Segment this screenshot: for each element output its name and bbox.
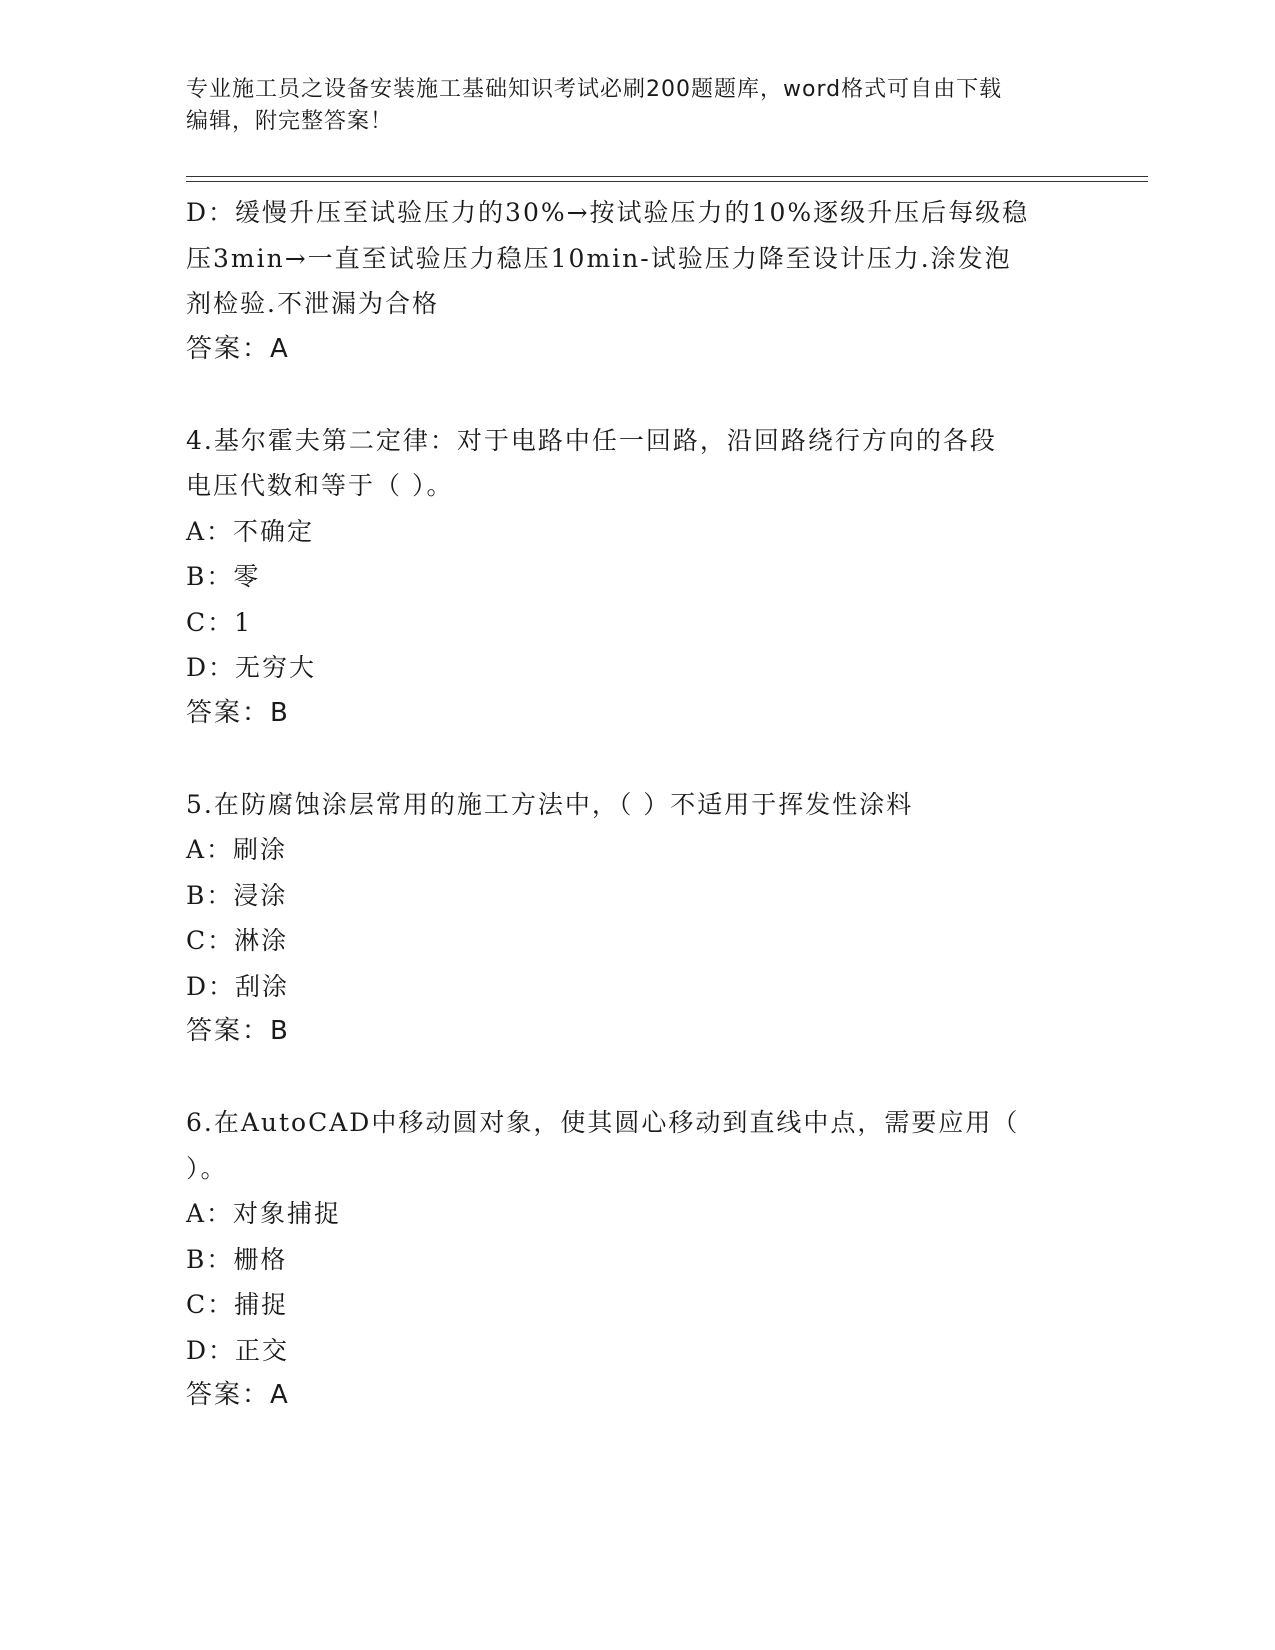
question-list: [186, 190, 1066, 1419]
option-d: D：刮涂: [186, 971, 290, 1001]
option-b: B：浸涂: [186, 880, 288, 910]
document-header: [186, 74, 1066, 138]
spacer: [186, 736, 1066, 782]
option-a: A：对象捕捉: [186, 1199, 342, 1228]
question-4: [186, 418, 1066, 737]
option-c: C：捕捉: [186, 1290, 289, 1319]
question-stem: 电压代数和等于（ ）。: [186, 471, 454, 500]
answer-label: 答案：A: [186, 1380, 290, 1410]
question-stem: 4.基尔霍夫第二定律：对于电路中任一回路，沿回路绕行方向的各段: [186, 425, 997, 455]
option-c: C：1: [186, 607, 253, 637]
answer-label: 答案：B: [186, 697, 290, 728]
question-stem: ）。: [186, 1153, 228, 1183]
header-title-line-1: 专业施工员之设备安装施工基础知识考试必刷200题题库，word格式可自由下载: [186, 77, 1003, 102]
option-b: B：零: [186, 562, 261, 591]
option-b: B：栅格: [186, 1244, 288, 1274]
spacer: [186, 1055, 1066, 1101]
option-d-line: D：缓慢升压至试验压力的30%→按试验压力的10%逐级升压后每级稳: [186, 198, 1030, 227]
option-d: D：无穷大: [186, 653, 317, 682]
answer-label: 答案：B: [186, 1016, 290, 1046]
option-d: D：正交: [186, 1335, 290, 1365]
spacer: [186, 372, 1066, 418]
answer-label: 答案：A: [186, 333, 290, 364]
question-6: [186, 1100, 1066, 1419]
question-5: [186, 782, 1066, 1055]
header-title-line-2: 编辑，附完整答案！: [186, 109, 394, 134]
option-d-line: 剂检验.不泄漏为合格: [186, 289, 439, 318]
option-a: A：刷涂: [186, 835, 288, 864]
header-divider-top: [186, 176, 1148, 177]
option-a: A：不确定: [186, 516, 315, 546]
option-c: C：淋涂: [186, 926, 289, 955]
header-divider-bottom: [186, 181, 1148, 182]
option-d-line: 压3min→一直至试验压力稳压10min-试验压力降至设计压力.涂发泡: [186, 243, 1012, 273]
question-3-tail: [186, 190, 1066, 372]
question-stem: 6.在AutoCAD中移动圆对象，使其圆心移动到直线中点，需要应用（: [186, 1108, 1020, 1137]
question-stem: 5.在防腐蚀涂层常用的施工方法中，（ ）不适用于挥发性涂料: [186, 789, 914, 819]
